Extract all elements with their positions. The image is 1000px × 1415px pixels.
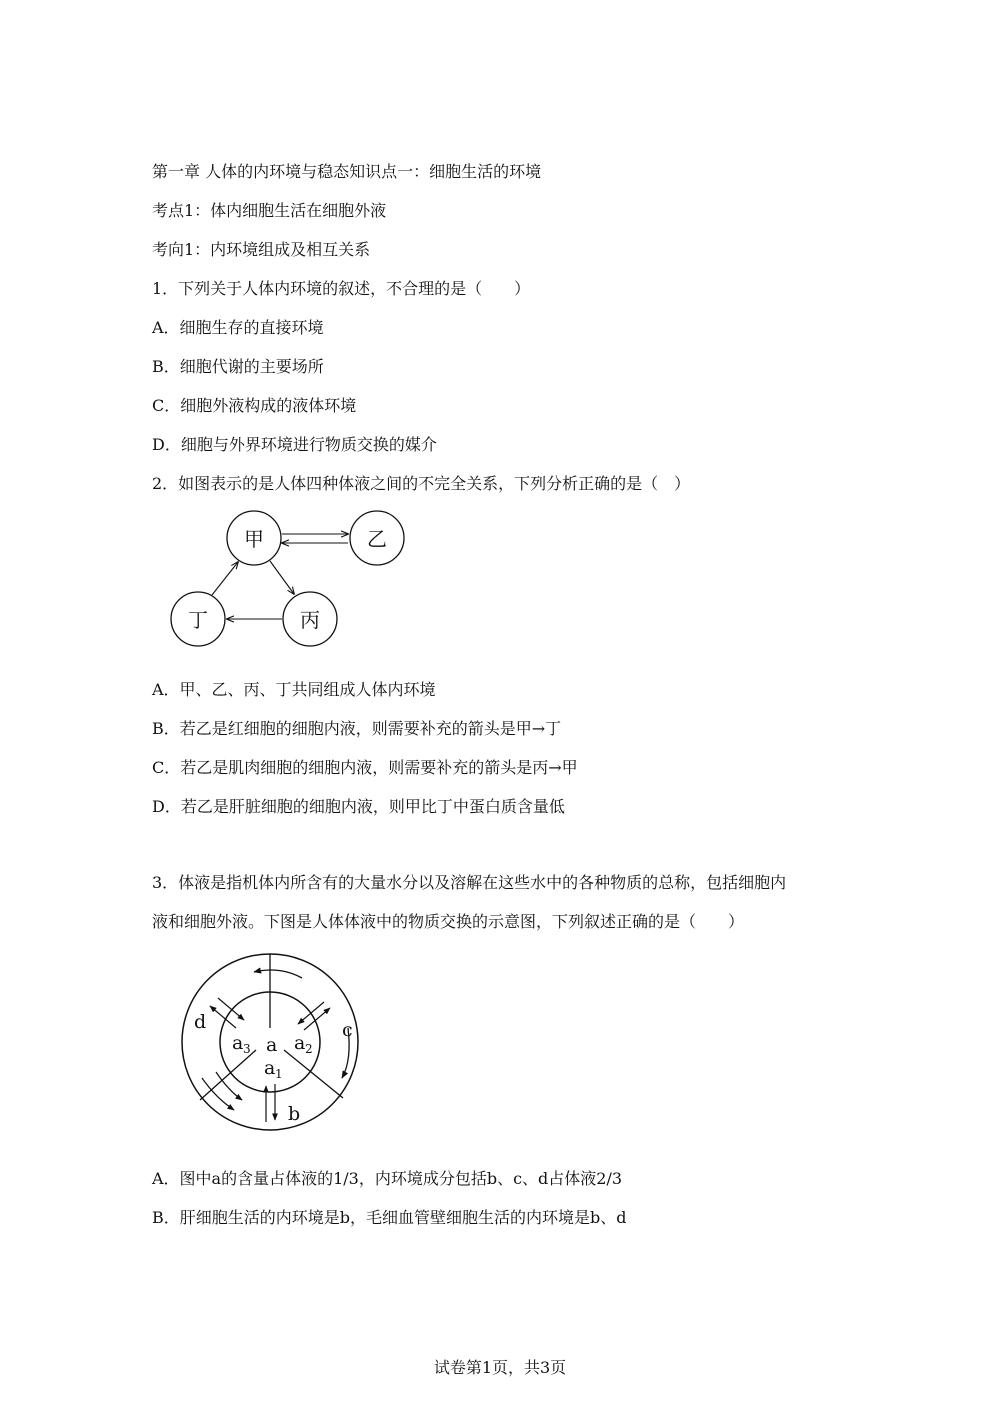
q2-stem: 2．如图表示的是人体四种体液之间的不完全关系，下列分析正确的是（ ） [152,474,691,493]
arrow-left-ring-inner [216,1072,242,1100]
node-yi [350,511,404,565]
q1-stem: 1．下列关于人体内环境的叙述，不合理的是（ ） [152,279,531,298]
q2-fluid-diagram [160,505,420,655]
svg-text:丁: 丁 [188,608,208,632]
divider-left [200,1050,256,1100]
label-a: a [266,1034,278,1056]
label-a1: a [264,1057,276,1079]
divider-right [284,1050,343,1098]
page-footer: 试卷第1页，共3页 [433,1358,567,1377]
node-ding [171,592,225,646]
q3-option-b: B．肝细胞生活的内环境是b，毛细血管壁细胞生活的内环境是b、d [152,1208,627,1227]
arrow-ding-to-jia [212,562,238,595]
chapter-heading: 第一章 人体的内环境与稳态知识点一：细胞生活的环境 [152,162,542,181]
arrow-c-to-a2 [298,1002,324,1024]
label-a3: a [232,1032,244,1054]
label-a3-sub: 3 [243,1042,251,1056]
direction-heading: 考向1：内环境组成及相互关系 [152,240,371,259]
node-jia [227,511,281,565]
q1-option-b: B．细胞代谢的主要场所 [152,357,324,376]
label-c: c [342,1019,353,1041]
label-a2: a [294,1032,306,1054]
q3-option-a: A．图中a的含量占体液的1/3，内环境成分包括b、c、d占体液2/3 [152,1169,623,1188]
q1-option-c: C．细胞外液构成的液体环境 [152,396,357,415]
label-a2-sub: 2 [305,1042,313,1056]
svg-text:甲: 甲 [244,527,264,551]
arrow-jia-to-bing [270,561,294,594]
label-b: b [288,1103,301,1125]
q2-option-b: B．若乙是红细胞的细胞内液，则需要补充的箭头是甲→丁 [152,719,562,738]
q1-option-d: D．细胞与外界环境进行物质交换的媒介 [152,435,437,454]
svg-text:丙: 丙 [300,608,320,632]
q2-option-a: A．甲、乙、丙、丁共同组成人体内环境 [152,680,436,699]
svg-text:乙: 乙 [367,527,387,551]
label-d: d [194,1011,207,1033]
label-a1-sub: 1 [275,1067,283,1081]
q3-stem-line-2: 液和细胞外液。下图是人体体液中的物质交换的示意图，下列叙述正确的是（ ） [152,912,745,931]
q3-stem-line-1: 3．体液是指机体内所含有的大量水分以及溶解在这些水中的各种物质的总称，包括细胞内 [152,873,787,892]
q3-exchange-diagram [180,950,365,1140]
q2-option-d: D．若乙是肝脏细胞的细胞内液，则甲比丁中蛋白质含量低 [152,797,565,816]
q1-option-a: A．细胞生存的直接环境 [152,318,324,337]
point-heading: 考点1：体内细胞生活在细胞外液 [152,201,387,220]
q2-option-c: C．若乙是肌肉细胞的细胞内液，则需要补充的箭头是丙→甲 [152,758,578,777]
arrow-top-ring [254,970,302,978]
node-bing [283,592,337,646]
